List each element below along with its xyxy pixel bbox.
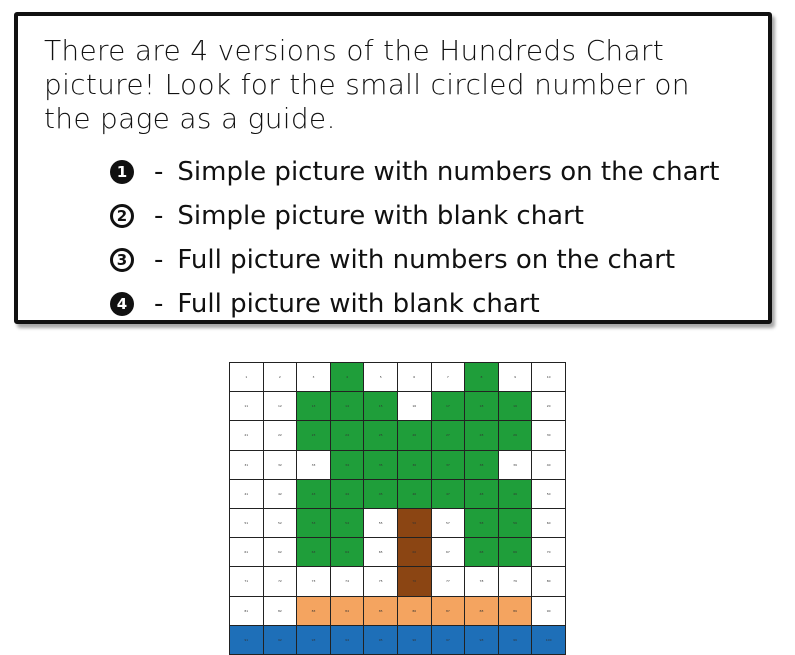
grid-cell: 84 bbox=[331, 597, 365, 626]
grid-cell: 4 bbox=[331, 363, 365, 392]
grid-cell: 34 bbox=[331, 451, 365, 480]
intro-text: There are 4 versions of the Hundreds Chart picture! Look for the small circled number on the page as a guide. bbox=[44, 34, 690, 135]
grid-cell: 44 bbox=[331, 480, 365, 509]
grid-cell: 30 bbox=[532, 421, 566, 450]
grid-cell: 47 bbox=[432, 480, 466, 509]
grid-cell: 25 bbox=[364, 421, 398, 450]
grid-cell: 24 bbox=[331, 421, 365, 450]
circled-number-3-icon: 3 bbox=[110, 248, 134, 272]
version-item-1 bbox=[110, 150, 719, 194]
version-list bbox=[110, 150, 719, 326]
version-text-1: Simple picture with numbers on the chart bbox=[177, 157, 720, 187]
grid-cell: 71 bbox=[230, 567, 264, 596]
grid-cell: 7 bbox=[432, 363, 466, 392]
grid-cell: 35 bbox=[364, 451, 398, 480]
grid-cell: 39 bbox=[499, 451, 533, 480]
grid-cell: 55 bbox=[364, 509, 398, 538]
grid-cell: 23 bbox=[297, 421, 331, 450]
grid-cell: 20 bbox=[532, 392, 566, 421]
grid-cell: 5 bbox=[364, 363, 398, 392]
grid-cell: 3 bbox=[297, 363, 331, 392]
grid-cell: 32 bbox=[264, 451, 298, 480]
grid-cell: 1 bbox=[230, 363, 264, 392]
grid-cell: 37 bbox=[432, 451, 466, 480]
grid-cell: 36 bbox=[398, 451, 432, 480]
grid-cell: 77 bbox=[432, 567, 466, 596]
grid-cell: 79 bbox=[499, 567, 533, 596]
grid-cell: 6 bbox=[398, 363, 432, 392]
grid-cell: 40 bbox=[532, 451, 566, 480]
grid-cell: 95 bbox=[364, 626, 398, 655]
grid-cell: 81 bbox=[230, 597, 264, 626]
grid-cell: 26 bbox=[398, 421, 432, 450]
grid-cell: 52 bbox=[264, 509, 298, 538]
grid-cell: 80 bbox=[532, 567, 566, 596]
grid-cell: 68 bbox=[465, 538, 499, 567]
grid-cell: 45 bbox=[364, 480, 398, 509]
grid-cell: 28 bbox=[465, 421, 499, 450]
grid-cell: 14 bbox=[331, 392, 365, 421]
grid-cell: 96 bbox=[398, 626, 432, 655]
grid-cell: 66 bbox=[398, 538, 432, 567]
circled-number-4-icon: 4 bbox=[110, 292, 134, 316]
grid-cell: 2 bbox=[264, 363, 298, 392]
circled-number-2-icon: 2 bbox=[110, 204, 134, 228]
version-item-3 bbox=[110, 238, 719, 282]
grid-cell: 88 bbox=[465, 597, 499, 626]
grid-cell: 50 bbox=[532, 480, 566, 509]
grid-cell: 16 bbox=[398, 392, 432, 421]
grid-cell: 78 bbox=[465, 567, 499, 596]
grid-cell: 58 bbox=[465, 509, 499, 538]
grid-cell: 82 bbox=[264, 597, 298, 626]
grid-cell: 17 bbox=[432, 392, 466, 421]
version-item-4 bbox=[110, 282, 719, 326]
grid-cell: 62 bbox=[264, 538, 298, 567]
grid-cell: 41 bbox=[230, 480, 264, 509]
grid-cell: 31 bbox=[230, 451, 264, 480]
grid-cell: 54 bbox=[331, 509, 365, 538]
grid-cell: 75 bbox=[364, 567, 398, 596]
grid-cell: 29 bbox=[499, 421, 533, 450]
dash: - bbox=[154, 289, 164, 319]
dash: - bbox=[154, 245, 164, 275]
grid-cell: 19 bbox=[499, 392, 533, 421]
instructions-box bbox=[14, 12, 772, 324]
grid-cell: 9 bbox=[499, 363, 533, 392]
grid-cell: 13 bbox=[297, 392, 331, 421]
grid-cell: 83 bbox=[297, 597, 331, 626]
version-text-3: Full picture with numbers on the chart bbox=[177, 245, 676, 275]
version-text-2: Simple picture with blank chart bbox=[177, 201, 584, 231]
grid-cell: 87 bbox=[432, 597, 466, 626]
grid-cell: 11 bbox=[230, 392, 264, 421]
grid-cell: 89 bbox=[499, 597, 533, 626]
version-text-4: Full picture with blank chart bbox=[177, 289, 540, 319]
grid-cell: 56 bbox=[398, 509, 432, 538]
grid-cell: 53 bbox=[297, 509, 331, 538]
grid-cell: 86 bbox=[398, 597, 432, 626]
grid-cell: 91 bbox=[230, 626, 264, 655]
grid-cell: 49 bbox=[499, 480, 533, 509]
grid-cell: 48 bbox=[465, 480, 499, 509]
grid-cell: 73 bbox=[297, 567, 331, 596]
grid-cell: 57 bbox=[432, 509, 466, 538]
grid-cell: 67 bbox=[432, 538, 466, 567]
grid-cell: 70 bbox=[532, 538, 566, 567]
grid-cell: 92 bbox=[264, 626, 298, 655]
grid-cell: 64 bbox=[331, 538, 365, 567]
grid-cell: 46 bbox=[398, 480, 432, 509]
circled-number-1-icon: 1 bbox=[110, 160, 134, 184]
grid-cell: 97 bbox=[432, 626, 466, 655]
grid-cell: 12 bbox=[264, 392, 298, 421]
grid-cell: 98 bbox=[465, 626, 499, 655]
hundreds-chart-picture bbox=[229, 362, 566, 655]
grid-cell: 85 bbox=[364, 597, 398, 626]
grid-cell: 100 bbox=[532, 626, 566, 655]
grid-cell: 93 bbox=[297, 626, 331, 655]
grid-cell: 8 bbox=[465, 363, 499, 392]
grid-cell: 42 bbox=[264, 480, 298, 509]
grid-cell: 61 bbox=[230, 538, 264, 567]
dash: - bbox=[154, 157, 164, 187]
grid-cell: 72 bbox=[264, 567, 298, 596]
grid-cell: 99 bbox=[499, 626, 533, 655]
grid-cell: 69 bbox=[499, 538, 533, 567]
grid-cell: 51 bbox=[230, 509, 264, 538]
dash: - bbox=[154, 201, 164, 231]
hundreds-grid bbox=[229, 362, 566, 655]
grid-cell: 38 bbox=[465, 451, 499, 480]
grid-cell: 74 bbox=[331, 567, 365, 596]
grid-cell: 59 bbox=[499, 509, 533, 538]
grid-cell: 94 bbox=[331, 626, 365, 655]
version-item-2 bbox=[110, 194, 719, 238]
grid-cell: 63 bbox=[297, 538, 331, 567]
grid-cell: 65 bbox=[364, 538, 398, 567]
grid-cell: 15 bbox=[364, 392, 398, 421]
grid-cell: 18 bbox=[465, 392, 499, 421]
grid-cell: 33 bbox=[297, 451, 331, 480]
grid-cell: 43 bbox=[297, 480, 331, 509]
grid-cell: 27 bbox=[432, 421, 466, 450]
grid-cell: 76 bbox=[398, 567, 432, 596]
grid-cell: 10 bbox=[532, 363, 566, 392]
grid-cell: 21 bbox=[230, 421, 264, 450]
grid-cell: 22 bbox=[264, 421, 298, 450]
grid-cell: 90 bbox=[532, 597, 566, 626]
grid-cell: 60 bbox=[532, 509, 566, 538]
